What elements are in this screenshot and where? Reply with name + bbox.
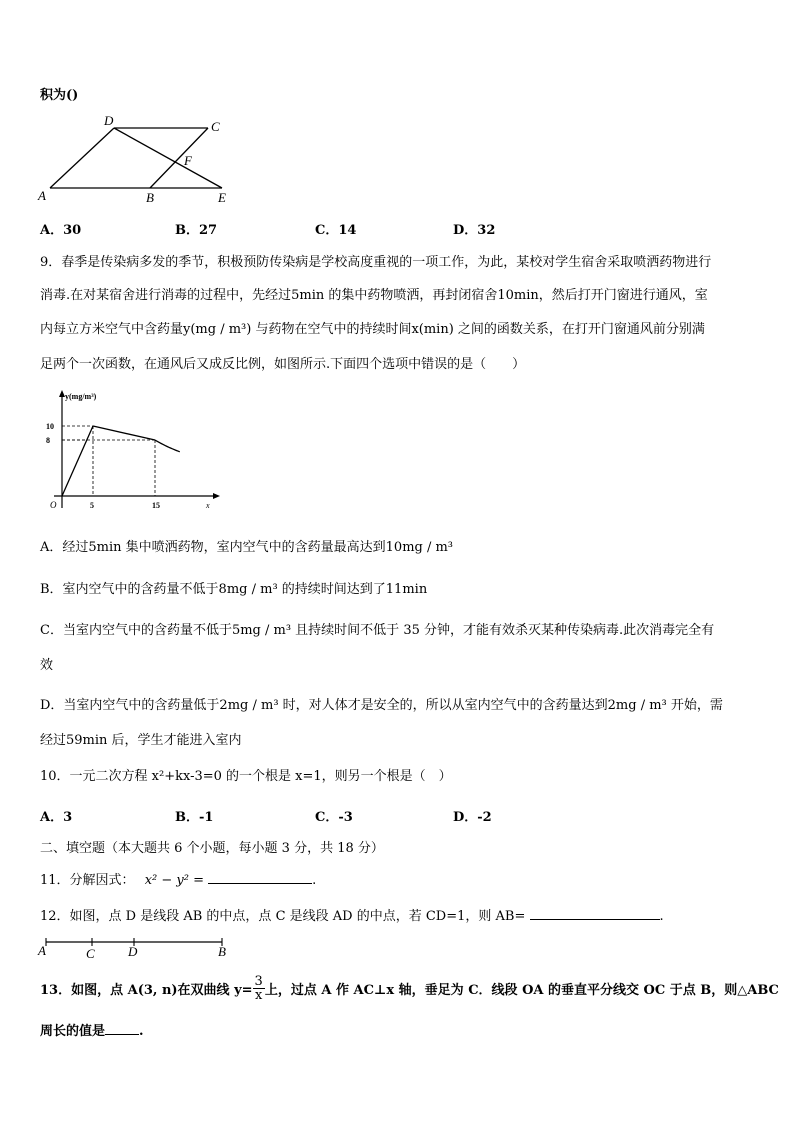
q8-tail: 积为(): [40, 88, 79, 103]
y-tick-label-8: 8: [46, 436, 50, 445]
x-axis-label: x: [206, 501, 210, 510]
segment-AD: [50, 128, 114, 188]
x-axis-arrow: [213, 493, 220, 499]
y-axis-label: y(mg/m³): [65, 392, 97, 401]
label-E: E: [218, 190, 226, 205]
q8-parallelogram-figure: [30, 110, 250, 205]
segment-BC: [150, 128, 208, 188]
q13-part-1: 13．如图，点 A(3, n)在双曲线 y=: [40, 983, 253, 998]
q10-option-a: A．3: [40, 810, 73, 825]
label-D: D: [128, 944, 138, 959]
graph-segment-2: [93, 426, 155, 440]
q9-stem-line-3: 内每立方米空气中含药量y(mg / m³) 与药物在空气中的持续时间x(min) 之间的函数关系，在打开门窗通风前分别满: [40, 322, 705, 337]
q9-option-d-line-1: D．当室内空气中的含药量低于2mg / m³ 时，对人体才是安全的，所以从室内空气中的含药量达到2mg / m³ 开始，需: [40, 698, 723, 713]
q8-option-a: A．30: [40, 223, 82, 238]
q11-line: [40, 869, 316, 888]
q13-line-1: [40, 975, 779, 1002]
x-tick-label-15: 15: [152, 501, 160, 510]
label-A: A: [38, 943, 46, 958]
q11-expression: x² − y² =: [144, 873, 204, 888]
section-2-heading: 二、填空题（本大题共 6 个小题，每小题 3 分，共 18 分）: [40, 841, 384, 856]
q13-line-2: [40, 1020, 144, 1039]
q9-stem-line-4: 足两个一次函数，在通风后又成反比例，如图所示.下面四个选项中错误的是（ ）: [40, 357, 526, 372]
q12-answer-blank: [530, 907, 660, 920]
q11-stem: 11．分解因式：: [40, 873, 135, 888]
q10-option-d: D．-2: [453, 810, 492, 825]
q12-end: .: [659, 909, 664, 924]
q13-fraction-denominator: x: [255, 988, 263, 1003]
label-A: A: [38, 188, 46, 203]
q9-function-graph: [36, 388, 226, 520]
q10-stem: 10．一元二次方程 x²+kx-3=0 的一个根是 x=1，则另一个根是（ ）: [40, 769, 452, 784]
q10-option-b: B．-1: [175, 810, 214, 825]
q13-answer-blank: [105, 1022, 139, 1035]
q9-option-c-line-2: 效: [40, 658, 54, 673]
q8-option-c: C．14: [315, 223, 357, 238]
label-D: D: [104, 113, 114, 128]
q9-option-a: A．经过5min 集中喷洒药物，室内空气中的含药量最高达到10mg / m³: [40, 540, 454, 555]
label-C: C: [86, 946, 95, 961]
q8-option-b: B．27: [175, 223, 218, 238]
q13-fraction: [253, 975, 265, 1002]
graph-segment-3: [155, 440, 180, 452]
segment-DE: [114, 128, 222, 188]
q9-option-c-line-1: C．当室内空气中的含药量不低于5mg / m³ 且持续时间不低于 35 分钟，才能有效杀灭某种传染病毒.此次消毒完全有: [40, 623, 715, 638]
q12-stem: 12．如图，点 D 是线段 AB 的中点，点 C 是线段 AD 的中点，若 CD=1，则 AB=: [40, 909, 526, 924]
q11-end: .: [312, 873, 317, 888]
label-B: B: [218, 944, 226, 959]
q9-option-d-line-2: 经过59min 后，学生才能进入室内: [40, 733, 242, 748]
y-tick-label-10: 10: [46, 422, 54, 431]
q13-line-2-text: 周长的值是: [40, 1024, 106, 1039]
q13-fraction-numerator: 3: [254, 974, 263, 989]
q13-part-2: 上，过点 A 作 AC⊥x 轴，垂足为 C．线段 OA 的垂直平分线交 OC 于点 B，则△ABC: [264, 983, 779, 998]
q9-option-b: B．室内空气中的含药量不低于8mg / m³ 的持续时间达到了11min: [40, 582, 428, 597]
q9-stem-line-2: 消毒.在对某宿舍进行消毒的过程中，先经过5min 的集中药物喷洒，再封闭宿舍10min，然后打开门窗进行通风，室: [40, 288, 708, 303]
q13-end: .: [139, 1024, 144, 1039]
q8-option-d: D．32: [453, 223, 496, 238]
x-tick-label-5: 5: [90, 501, 94, 510]
label-C: C: [211, 119, 220, 134]
label-F: F: [184, 153, 192, 168]
q9-stem-line-1: 9．春季是传染病多发的季节，积极预防传染病是学校高度重视的一项工作，为此，某校对学生宿舍采取喷洒药物进行: [40, 255, 712, 270]
q12-line: [40, 905, 664, 924]
label-B: B: [146, 190, 154, 205]
q11-answer-blank: [208, 871, 312, 884]
origin-label: O: [50, 500, 57, 510]
q10-option-c: C．-3: [315, 810, 353, 825]
graph-segment-1: [62, 426, 93, 496]
q12-segment-figure: [36, 934, 236, 962]
